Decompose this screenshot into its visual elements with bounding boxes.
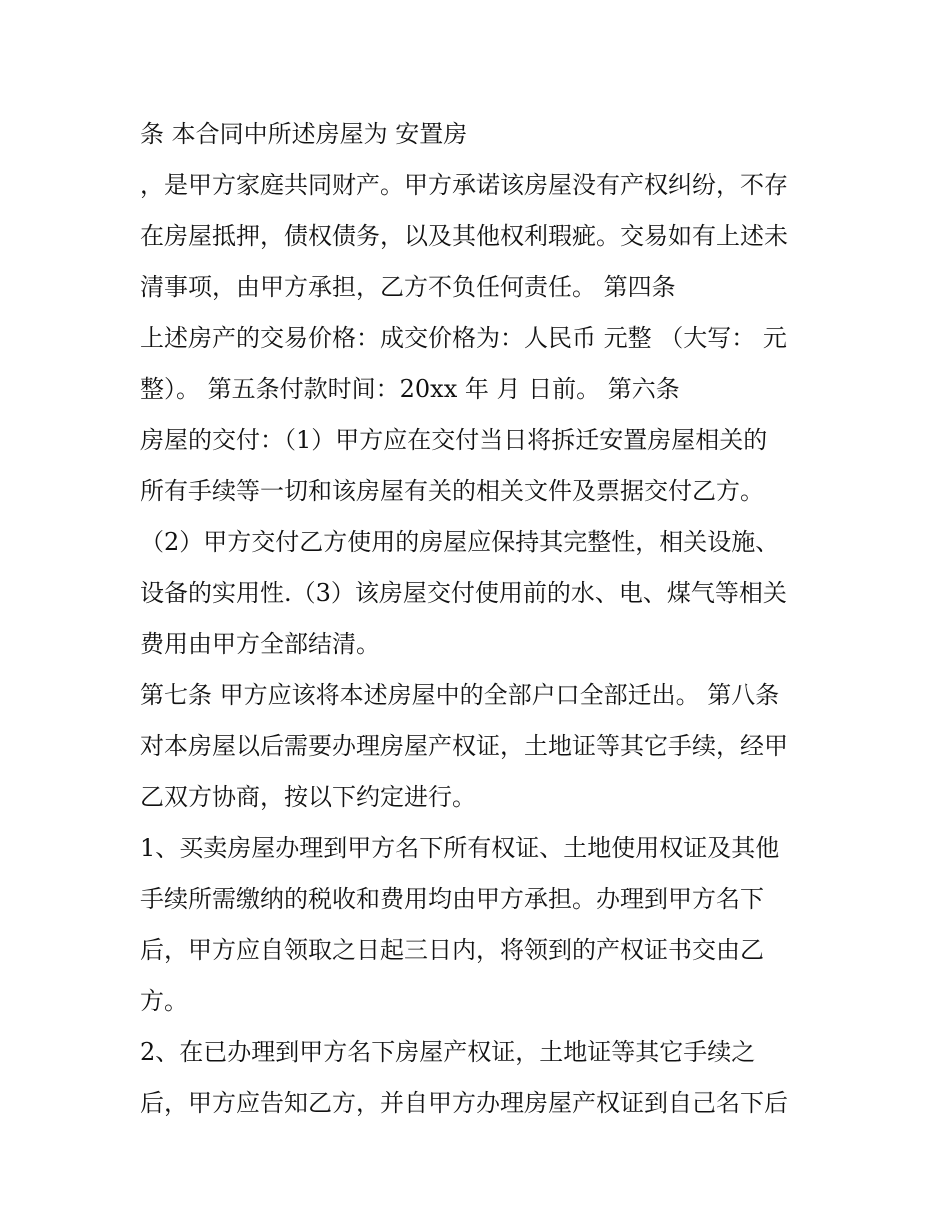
text-line: 房屋的交付：（1）甲方应在交付当日将拆迁安置房屋相关的 xyxy=(140,426,768,454)
text-line: 2、在已办理到甲方名下房屋产权证，土地证等其它手续之 xyxy=(140,1038,756,1066)
text-line: 对本房屋以后需要办理房屋产权证，土地证等其它手续，经甲 xyxy=(140,732,788,760)
text-line: 在房屋抵押，债权债务，以及其他权利瑕疵。交易如有上述未 xyxy=(140,222,788,250)
text-line: 设备的实用性.（3）该房屋交付使用前的水、电、煤气等相关 xyxy=(140,579,787,607)
text-line: 整）。 第五条付款时间：20xx 年 月 日前。 第六条 xyxy=(140,375,680,403)
text-line: 乙双方协商，按以下约定进行。 xyxy=(140,783,476,811)
contract-text-block xyxy=(140,109,840,1129)
text-line: 上述房产的交易价格：成交价格为：人民币 元整 （大写： 元 xyxy=(140,324,787,352)
text-line: 费用由甲方全部结清。 xyxy=(140,630,380,658)
text-line: 所有手续等一切和该房屋有关的相关文件及票据交付乙方。 xyxy=(140,477,764,505)
text-line: 清事项，由甲方承担，乙方不负任何责任。 第四条 xyxy=(140,273,676,301)
text-line: 手续所需缴纳的税收和费用均由甲方承担。办理到甲方名下 xyxy=(140,885,764,913)
text-line: （2）甲方交付乙方使用的房屋应保持其完整性，相关设施、 xyxy=(140,528,780,556)
text-line: 条 本合同中所述房屋为 安置房 xyxy=(140,120,468,148)
text-line: 方。 xyxy=(140,987,188,1015)
text-line: 后，甲方应告知乙方，并自甲方办理房屋产权证到自己名下后 xyxy=(140,1089,788,1117)
text-line: 第七条 甲方应该将本述房屋中的全部户口全部迁出。 第八条 xyxy=(140,681,780,709)
text-line: 后，甲方应自领取之日起三日内，将领到的产权证书交由乙 xyxy=(140,936,764,964)
text-line: ，是甲方家庭共同财产。甲方承诺该房屋没有产权纠纷，不存 xyxy=(140,171,788,199)
text-line: 1、买卖房屋办理到甲方名下所有权证、土地使用权证及其他 xyxy=(140,834,780,862)
